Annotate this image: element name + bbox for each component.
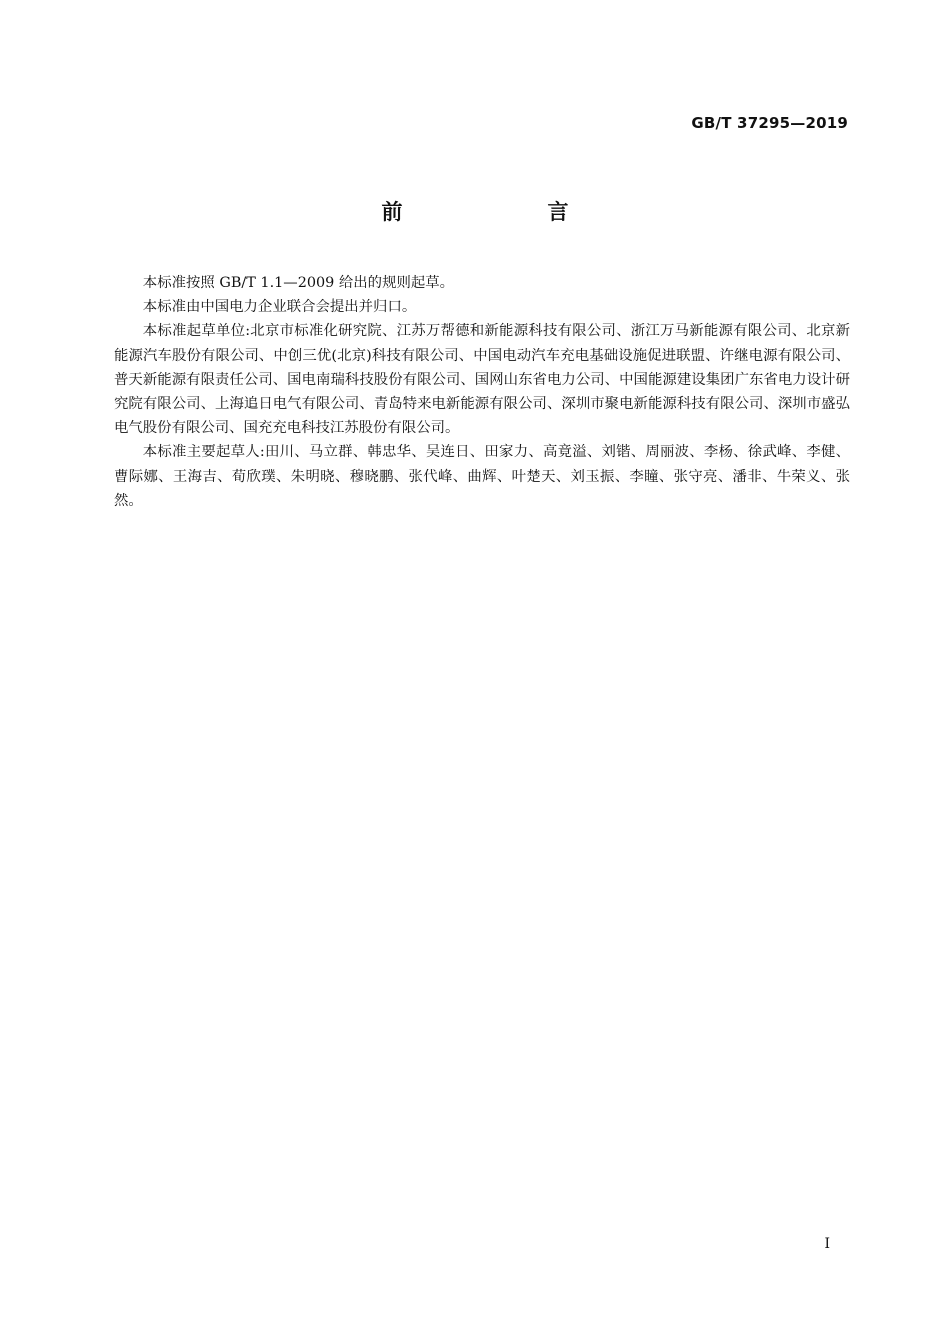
foreword-body [114,271,850,513]
paragraph-drafters: 本标准主要起草人:田川、马立群、韩忠华、吴连日、田家力、高竟溢、刘锴、周丽波、李杨、徐武峰、李健、曹际娜、王海吉、荀欣璞、朱明晓、穆晓鹏、张代峰、曲辉、叶楚天、刘玉振、李瞳、张守亮、潘非、牛荣义、张然。 [114,444,850,509]
paragraph-drafting-units: 本标准起草单位:北京市标准化研究院、江苏万帮德和新能源科技有限公司、浙江万马新能源有限公司、北京新能源汽车股份有限公司、中创三优(北京)科技有限公司、中国电动汽车充电基础设施促进联盟、许继电源有限公司、普天新能源有限责任公司、国电南瑞科技股份有限公司、国网山东省电力公司、中国能源建设集团广东省电力设计研究院有限公司、上海追日电气有限公司、青岛特来电新能源有限公司、深圳市聚电新能源科技有限公司、深圳市盛弘电气股份有限公司、国充充电科技江苏股份有限公司。 [114,323,850,437]
page-number: I [824,1236,830,1252]
section-title: 前 言 [381,200,631,224]
paragraph-drafting-rules: 本标准按照 GB/T 1.1—2009 给出的规则起草。 [142,275,455,291]
standard-number: GB/T 37295—2019 [691,114,848,132]
paragraph-proposer: 本标准由中国电力企业联合会提出并归口。 [142,299,417,316]
